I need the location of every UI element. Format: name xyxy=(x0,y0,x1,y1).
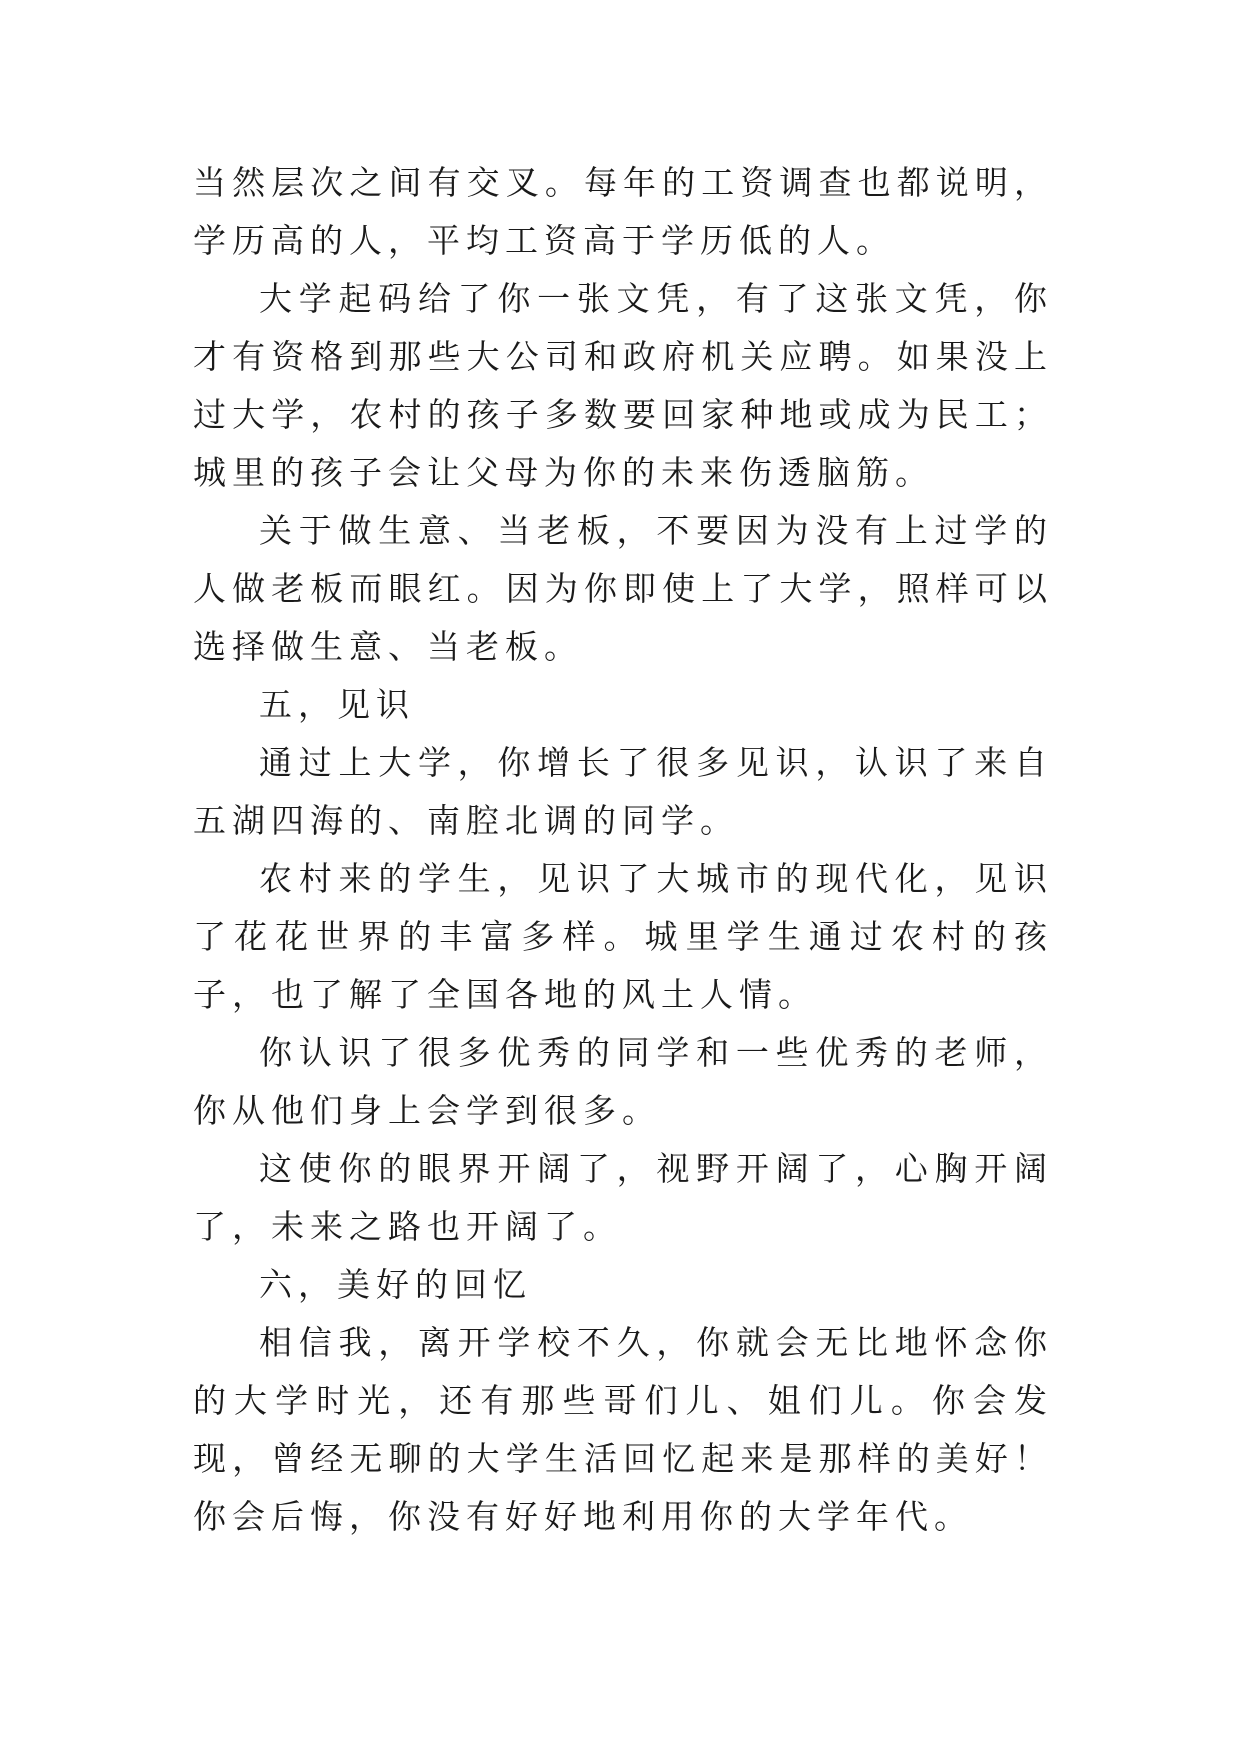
paragraph-business: 关于做生意、当老板，不要因为没有上过学的人做老板而眼红。因为你即使上了大学，照样可以选择做生意、当老板。 xyxy=(193,511,1053,666)
paragraph-classmates: 你认识了很多优秀的同学和一些优秀的老师，你从他们身上会学到很多。 xyxy=(193,1033,1053,1130)
paragraph-knowledge: 通过上大学，你增长了很多见识，认识了来自五湖四海的、南腔北调的同学。 xyxy=(193,743,1053,840)
paragraph-horizons: 这使你的眼界开阔了，视野开阔了，心胸开阔了，未来之路也开阔了。 xyxy=(193,1149,1053,1246)
section-heading-5: 五，见识 xyxy=(259,685,415,724)
paragraph-continued: 当然层次之间有交叉。每年的工资调查也都说明，学历高的人，平均工资高于学历低的人。 xyxy=(193,163,1053,260)
paragraph-rural-urban: 农村来的学生，见识了大城市的现代化，见识了花花世界的丰富多样。城里学生通过农村的孩子，也了解了全国各地的风土人情。 xyxy=(193,859,1053,1014)
document-body xyxy=(193,154,1053,1546)
paragraph-diploma: 大学起码给了你一张文凭，有了这张文凭，你才有资格到那些大公司和政府机关应聘。如果没上过大学，农村的孩子多数要回家种地或成为民工；城里的孩子会让父母为你的未来伤透脑筋。 xyxy=(193,279,1053,492)
paragraph-memories: 相信我，离开学校不久，你就会无比地怀念你的大学时光，还有那些哥们儿、姐们儿。你会发现，曾经无聊的大学生活回忆起来是那样的美好！你会后悔，你没有好好地利用你的大学年代。 xyxy=(193,1323,1053,1536)
section-heading-6: 六，美好的回忆 xyxy=(259,1265,532,1304)
